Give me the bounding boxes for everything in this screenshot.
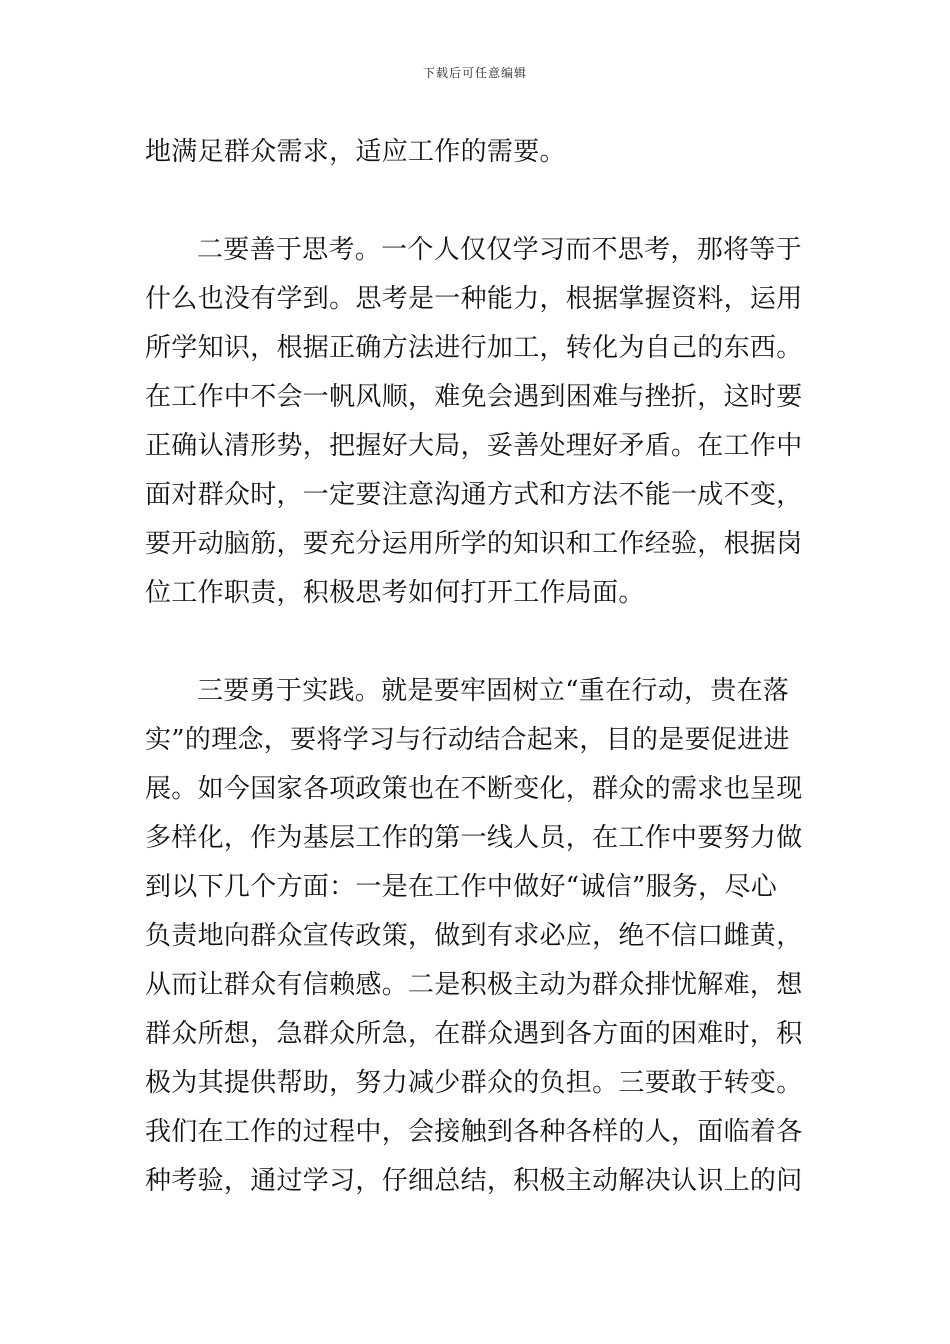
text-line: 群众所想，急群众所急，在群众遇到各方面的困难时，积 xyxy=(145,1019,803,1049)
paragraph-3 xyxy=(145,667,809,1206)
text-line: 在工作中不会一帆风顺，难免会遇到困难与挫折，这时要 xyxy=(145,382,803,412)
body-text xyxy=(145,128,809,1206)
text-line: 要开动脑筋，要充分运用所学的知识和工作经验，根据岗 xyxy=(145,529,803,559)
text-line: 我们在工作的过程中，会接触到各种各样的人，面临着各 xyxy=(145,1117,803,1147)
text-line: 从而让群众有信赖感。二是积极主动为群众排忧解难，想 xyxy=(145,970,803,1000)
paragraph-1 xyxy=(145,128,809,177)
text-line: 三要勇于实践。就是要牢固树立“重在行动，贵在落 xyxy=(197,676,790,706)
paragraph-2 xyxy=(145,226,809,618)
text-line: 位工作职责，积极思考如何打开工作局面。 xyxy=(145,578,645,608)
text-line: 到以下几个方面：一是在工作中做好“诚信”服务，尽心 xyxy=(145,872,778,902)
text-line: 种考验，通过学习，仔细总结，积极主动解决认识上的问 xyxy=(145,1166,803,1196)
text-line: 所学知识，根据正确方法进行加工，转化为自己的东西。 xyxy=(145,333,803,363)
text-line: 实”的理念，要将学习与行动结合起来，目的是要促进进 xyxy=(145,725,790,755)
text-line: 负责地向群众宣传政策，做到有求必应，绝不信口雌黄， xyxy=(145,921,803,951)
text-line: 面对群众时，一定要注意沟通方式和方法不能一成不变， xyxy=(145,480,803,510)
header-note: 下载后可任意编辑 xyxy=(422,66,527,80)
text-line: 二要善于思考。一个人仅仅学习而不思考，那将等于 xyxy=(197,235,802,265)
text-line: 展。如今国家各项政策也在不断变化，群众的需求也呈现 xyxy=(145,774,803,804)
text-line: 多样化，作为基层工作的第一线人员，在工作中要努力做 xyxy=(145,823,803,853)
paragraph-gap xyxy=(145,177,809,226)
text-line: 极为其提供帮助，努力减少群众的负担。三要敢于转变。 xyxy=(145,1068,803,1098)
text-line: 地满足群众需求，适应工作的需要。 xyxy=(145,137,566,167)
text-line: 正确认清形势，把握好大局，妥善处理好矛盾。在工作中 xyxy=(145,431,803,461)
paragraph-gap xyxy=(145,618,809,667)
text-line: 什么也没有学到。思考是一种能力，根据掌握资料，运用 xyxy=(145,284,803,314)
